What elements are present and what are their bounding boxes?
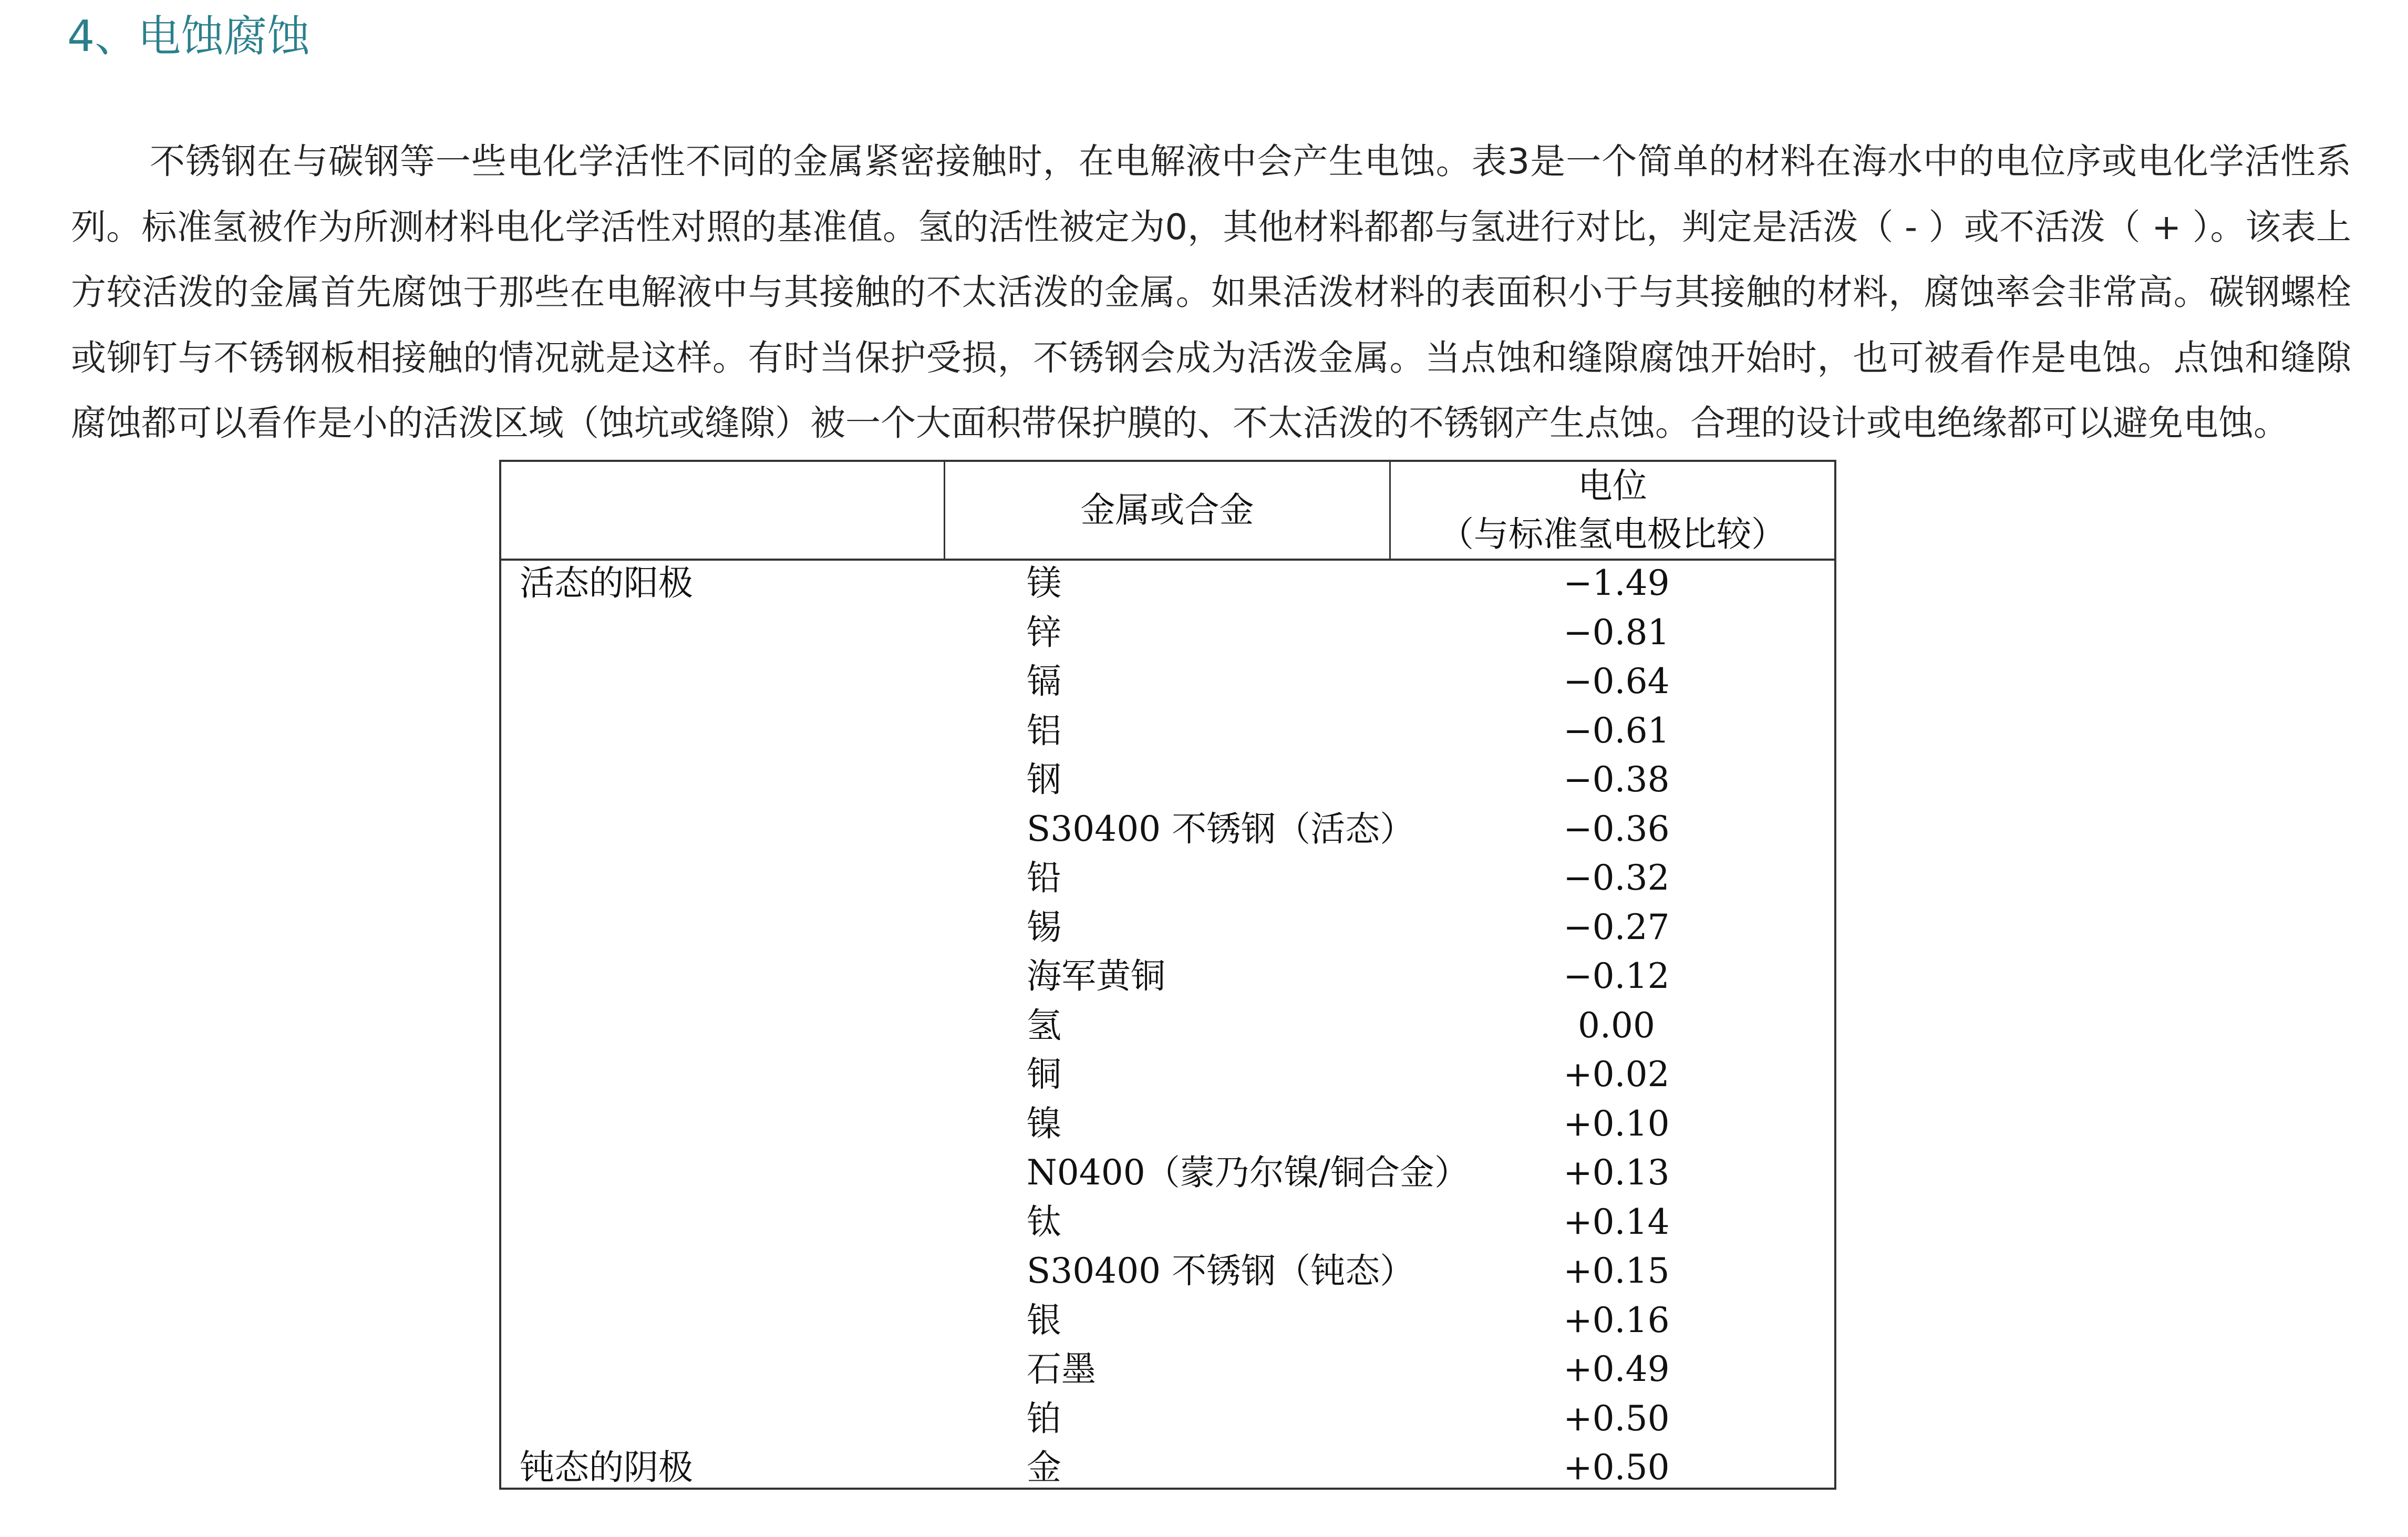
table-row: [501, 1148, 1834, 1198]
row-potential: +0.15: [1563, 1251, 1670, 1291]
row-material: S30400 不锈钢（钝态）: [1027, 1251, 1415, 1291]
row-potential: −0.27: [1563, 906, 1670, 947]
row-material: 锡: [1027, 906, 1061, 947]
row-potential: −0.38: [1563, 759, 1670, 800]
row-potential: +0.16: [1563, 1299, 1670, 1340]
table-row: [501, 559, 1834, 608]
row-material: S30400 不锈钢（活态）: [1027, 808, 1415, 849]
intro-paragraph: 不锈钢在与碳钢等一些电化学活性不同的金属紧密接触时，在电解液中会产生电蚀。表3是一个简单的材料在海水中的电位序或电化学活性系列。标准氢被作为所测材料电化学活性对照的基准值。氢的活性被定为0，其他材料都都与氢进行对比，判定是活泼（ - ）或不活泼（ + ）。该表上方较活泼的金属首先腐蚀于那些在电解液中与其接触的不太活泼的金属。如果活泼材料的表面积小于与其接触的材料，腐蚀率会非常高。碳钢螺栓或铆钉与不锈钢板相接触的情况就是这样。有时当保护受损，不锈钢会成为活泼金属。当点蚀和缝隙腐蚀开始时，也可被看作是电蚀。点蚀和缝隙腐蚀都可以看作是小的活泼区域（蚀坑或缝隙）被一个大面积带保护膜的、不太活泼的不锈钢产生点蚀。合理的设计或电绝缘都可以避免电蚀。: [71, 141, 2351, 443]
table-row: [501, 755, 1834, 804]
row-potential: −0.36: [1563, 808, 1670, 849]
row-potential: −1.49: [1563, 563, 1670, 603]
row-potential: +0.13: [1563, 1152, 1670, 1193]
row-material: N0400（蒙乃尔镍/铜合金）: [1027, 1152, 1469, 1193]
row-material: 银: [1027, 1299, 1061, 1340]
row-potential: 0.00: [1578, 1005, 1655, 1046]
table-row: [501, 952, 1834, 1001]
header-material-cell: [945, 462, 1391, 559]
table-row: [501, 1246, 1834, 1296]
table-header-row: [501, 462, 1834, 561]
row-material: 铜: [1027, 1054, 1061, 1095]
row-potential: +0.50: [1563, 1398, 1670, 1439]
header-material-label: 金属或合金: [1080, 490, 1254, 530]
row-material: 石墨: [1027, 1349, 1096, 1389]
row-potential: −0.12: [1563, 956, 1670, 996]
row-material: 镁: [1027, 563, 1061, 603]
header-potential-sublabel: （与标准氢电极比较）: [1439, 514, 1786, 554]
section-title: 4、电蚀腐蚀: [67, 12, 311, 61]
table-row: [501, 1394, 1834, 1443]
row-material: 镉: [1027, 661, 1061, 702]
header-potential-cell: [1391, 462, 1834, 559]
row-potential: +0.10: [1563, 1103, 1670, 1144]
table-row: [501, 1345, 1834, 1394]
row-potential: +0.49: [1563, 1349, 1670, 1389]
row-potential: −0.32: [1563, 858, 1670, 898]
table-row: [501, 706, 1834, 756]
row-category: 活态的阳极: [520, 563, 693, 603]
row-material: 铅: [1027, 858, 1061, 898]
row-category: 钝态的阴极: [520, 1447, 693, 1488]
table-row: [501, 657, 1834, 706]
row-potential: −0.64: [1563, 661, 1670, 702]
table-body: [501, 559, 1834, 1489]
row-material: 金: [1027, 1447, 1061, 1488]
table-row: [501, 608, 1834, 657]
row-material: 海军黄铜: [1027, 956, 1165, 996]
table-row: [501, 1443, 1834, 1492]
table-row: [501, 853, 1834, 903]
row-material: 氢: [1027, 1005, 1061, 1046]
row-potential: +0.50: [1563, 1447, 1670, 1488]
row-material: 钛: [1027, 1201, 1061, 1242]
row-potential: −0.61: [1563, 710, 1670, 751]
row-potential: +0.02: [1563, 1054, 1670, 1095]
row-material: 铂: [1027, 1398, 1061, 1439]
table-row: [501, 1198, 1834, 1247]
table-row: [501, 1099, 1834, 1149]
header-potential-label: 电位: [1578, 466, 1647, 506]
row-potential: +0.14: [1563, 1201, 1670, 1242]
header-category-cell: [501, 462, 945, 559]
row-potential: −0.81: [1563, 612, 1670, 653]
row-material: 镍: [1027, 1103, 1061, 1144]
table-row: [501, 1050, 1834, 1099]
row-material: 铝: [1027, 710, 1061, 751]
row-material: 锌: [1027, 612, 1061, 653]
galvanic-series-table: [499, 460, 1836, 1490]
row-material: 钢: [1027, 759, 1061, 800]
table-row: [501, 804, 1834, 854]
table-row: [501, 1296, 1834, 1345]
table-row: [501, 1001, 1834, 1050]
table-row: [501, 903, 1834, 952]
